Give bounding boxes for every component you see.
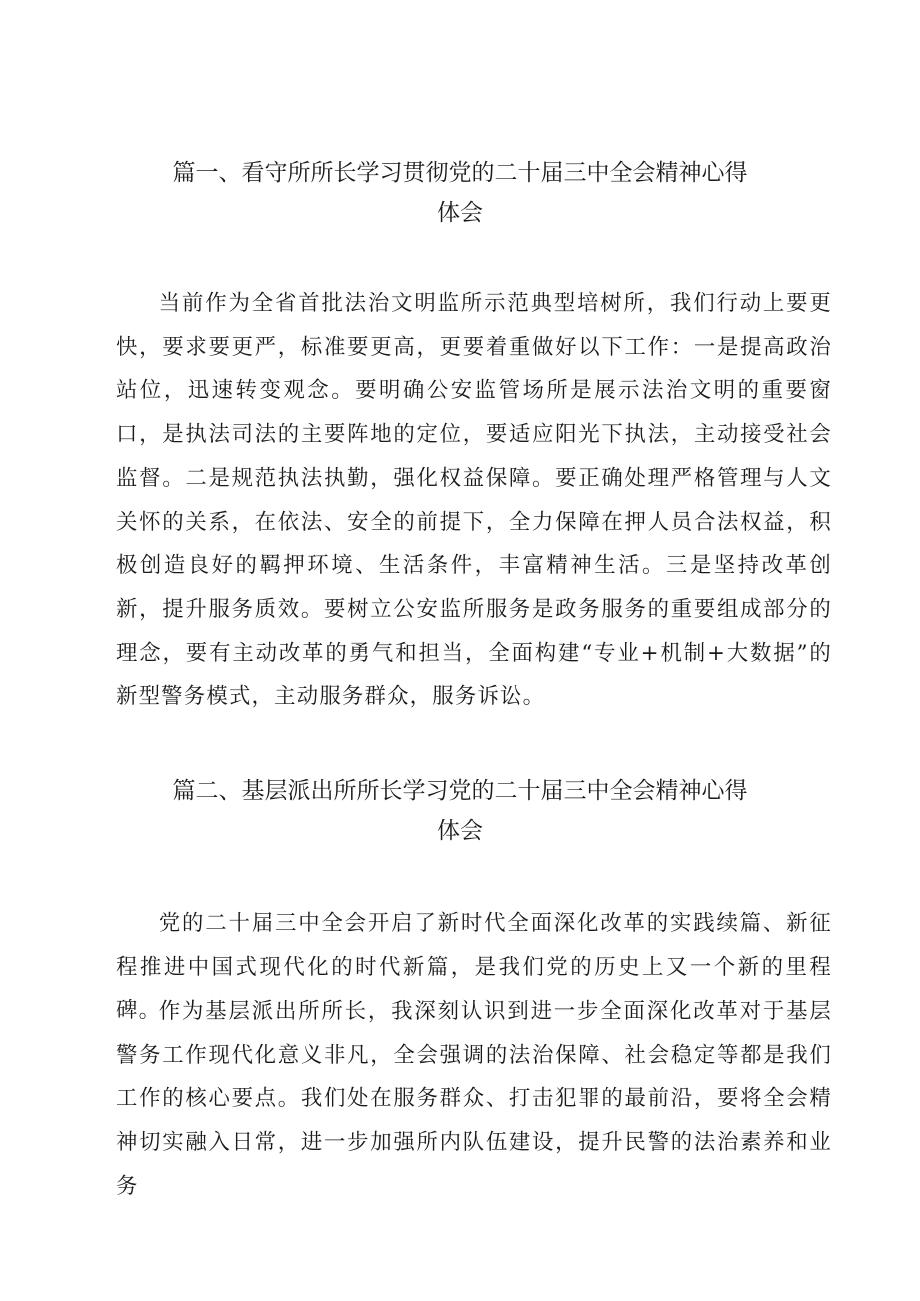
section-2-paragraph-2: 作为基层派出所所长，我深刻认识到进一步全面深化改革对于基层警务工作现代化意义非凡，全会强调的法治保障、社会稳定等都是我们工作的核心要点。我们处在服务群众、打击犯罪的最前沿，要将全会精神切实融入日常，进一步加强所内队伍建设，提升民警的法治素养和业务	[116, 999, 832, 1199]
section-1-paragraph: 当前作为全省首批法治文明监所示范典型培树所，我们行动上要更快，要求要更严，标准要更高，更要着重做好以下工作：一是提高政治站位，迅速转变观念。要明确公安监管场所是展示法治文明的重要窗口，是执法司法的主要阵地的定位，要适应阳光下执法，主动接受社会监督。二是规范执法执勤，强化权益保障。要正确处理严格管理与人文关怀的关系，在依法、安全的前提下，全力保障在押人员合法权益，积极创造良好的羁押环境、生活条件，丰富精神生活。三是坚持改革创新，提升服务质效。要树立公安监所服务是政务服务的重要组成部分的理念，要有主动改革的勇气和担当，全面构建“专业+机制+大数据”的新型警务模式，主动服务群众，服务诉讼。	[116, 291, 832, 710]
section-title-1-line-2: 体会	[437, 200, 483, 226]
section-title-2-line-1: 篇二、基层派出所所长学习党的二十届三中全会精神心得	[172, 778, 748, 804]
section-title-2	[0, 771, 920, 851]
section-title-1	[0, 153, 920, 233]
section-2-paragraph-1: 党的二十届三中全会开启了新时代全面深化改革的实践续篇、新征程推进中国式现代化的时代新篇，是我们党的历史上又一个新的里程碑。	[116, 911, 832, 1024]
section-title-2-line-2: 体会	[437, 818, 483, 844]
section-title-1-line-1: 篇一、看守所所长学习贯彻党的二十届三中全会精神心得	[172, 160, 748, 186]
